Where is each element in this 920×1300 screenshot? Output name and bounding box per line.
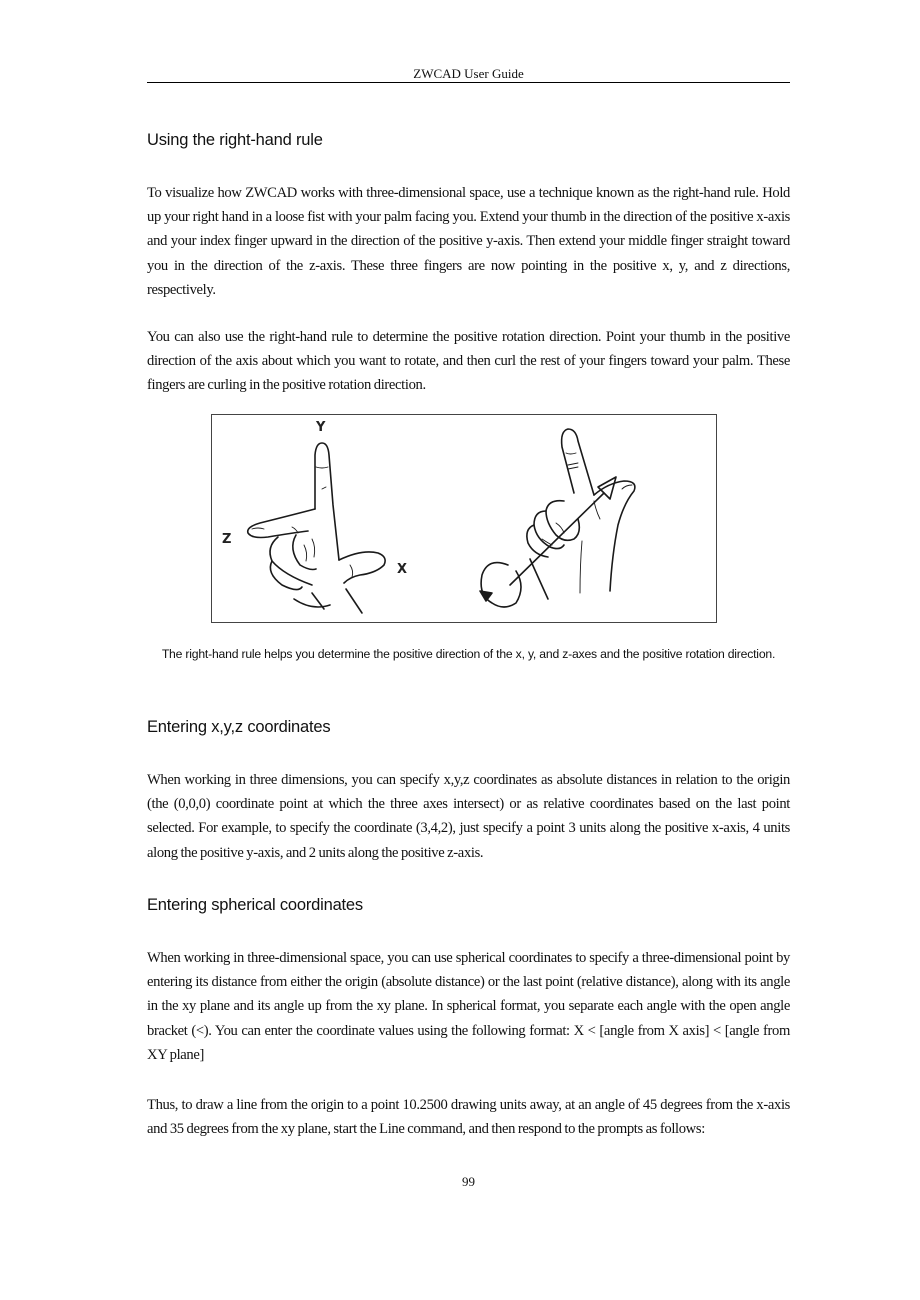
section-heading-xyz-coordinates: Entering x,y,z coordinates (147, 718, 331, 736)
section-heading-right-hand-rule: Using the right-hand rule (147, 131, 323, 149)
header-rule (147, 82, 790, 83)
page-number: 99 (462, 1174, 475, 1189)
figure-caption: The right-hand rule helps you determine the positive direction of the x, y, and z-axes and the positive rotation direction. (161, 647, 776, 661)
running-header: ZWCAD User Guide (413, 66, 524, 81)
right-hand-illustration (212, 415, 716, 622)
paragraph-xyz-coordinates: When working in three dimensions, you can specify x,y,z coordinates as absolute distances in relation to the origin (the (0,0,0) coordinate point at which the three axes intersect) or as relative coordinates based on the last point selected. For example, to specify the coordinate (3,4,2), just specify a point 3 units along the positive x-axis, 4 units along the positive y-axis, and 2 units along the positive z-axis. (147, 772, 790, 861)
z-axis-label: Z (222, 532, 232, 547)
paragraph-right-hand-rule-intro: To visualize how ZWCAD works with three-dimensional space, use a technique known as the right-hand rule. Hold up your right hand in a loose fist with your palm facing you. Extend your thumb in the direction of the positive x-axis and your index finger upward in the direction of the positive y-axis. Then extend your middle finger straight toward you in the direction of the z-axis. These three fingers are now pointing in the positive x, y, and z directions, respectively. (147, 185, 790, 298)
right-hand-rule-figure (211, 414, 717, 623)
paragraph-rotation-direction: You can also use the right-hand rule to determine the positive rotation direction. Point your thumb in the positive direction of the axis about which you want to rotate, and then curl the rest of your fingers toward your palm. These fingers are curling in the positive rotation direction. (147, 329, 790, 394)
paragraph-spherical-example: Thus, to draw a line from the origin to a point 10.2500 drawing units away, at an angle of 45 degrees from the x-axis and 35 degrees from the xy plane, start the Line command, and then respond to the prompts as follows: (147, 1097, 790, 1138)
y-axis-label: Y (316, 420, 326, 435)
section-heading-spherical-coordinates: Entering spherical coordinates (147, 896, 363, 914)
paragraph-spherical-coordinates: When working in three-dimensional space, you can use spherical coordinates to specify a three-dimensional point by entering its distance from either the origin (absolute distance) or the last point (relative distance), along with its angle in the xy plane and its angle up from the xy plane. In spherical format, you separate each angle with the open angle bracket (<). You can enter the coordinate values using the following format: X < [angle from X axis] < [angle from XY plane] (147, 950, 790, 1063)
x-axis-label: X (397, 562, 408, 577)
